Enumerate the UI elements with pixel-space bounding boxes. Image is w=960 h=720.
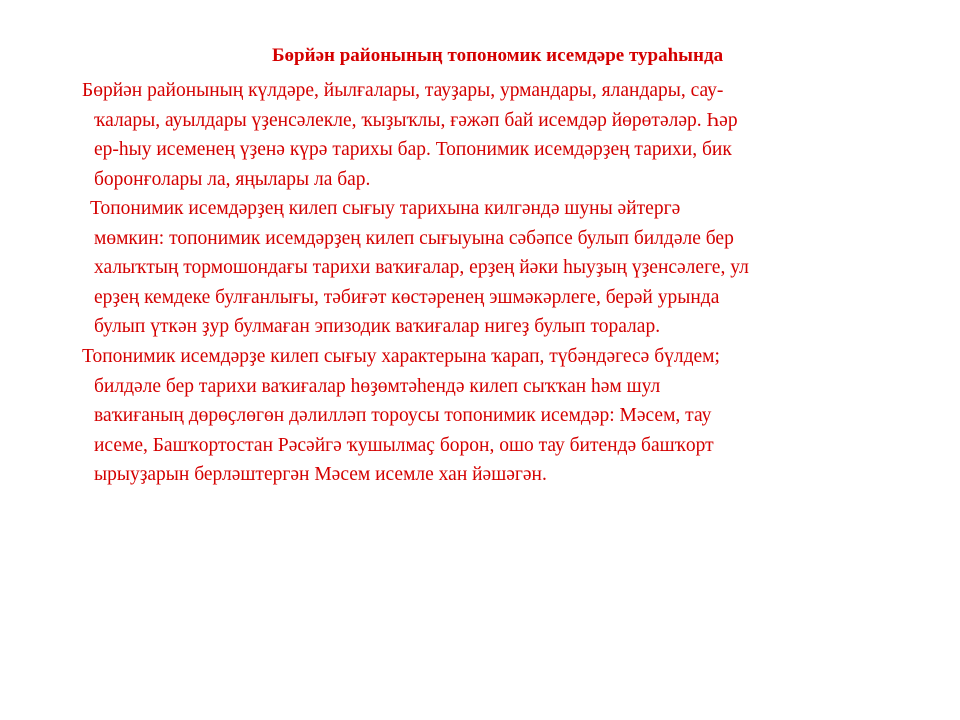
paragraph-line: боронғолары ла, яңылары ла бар.	[94, 168, 371, 190]
paragraph-2	[90, 194, 906, 342]
paragraph-line: ерҙең кемдеке булғанлығы, тәбиғәт көстәренең эшмәкәрлеге, берәй урында	[94, 286, 720, 308]
paragraph-3	[82, 342, 906, 490]
document-title: Бөрйән районының топономик исемдәре тураһында	[272, 45, 724, 66]
paragraph-1	[82, 76, 906, 194]
paragraph-line: ырыуҙарын берләштергән Мәсем исемле хан йәшәгән.	[94, 464, 547, 485]
paragraph-line: халыҡтың тормошондағы тарихи ваҡиғалар, ерҙең йәки һыуҙың үҙенсәлеге, ул	[94, 257, 749, 278]
paragraph-line: ер-һыу исеменең үҙенә күрә тарихы бар. Топонимик исемдәрҙең тарихи, бик	[94, 139, 732, 160]
paragraph-line: Топонимик исемдәрҙең килеп сығыу тарихына килгәндә шуны әйтергә	[90, 198, 681, 219]
paragraph-line: билдәле бер тарихи ваҡиғалар һөҙөмтәһендә килеп сыҡҡан һәм шул	[94, 375, 661, 397]
paragraph-line: мөмкин: топонимик исемдәрҙең килеп сығыуына сәбәпсе булып билдәле бер	[94, 227, 734, 249]
paragraph-line: ваҡиғаның дөрөҫлөгөн дәлилләп тороусы топонимик исемдәр: Мәсем, тау	[94, 405, 712, 426]
paragraph-line: булып үткән ҙур булмаған эпизодик ваҡиғалар нигеҙ булып торалар.	[94, 316, 661, 337]
paragraph-line: Топонимик исемдәрҙе килеп сығыу характерына ҡарап, түбәндәгесә бүлдем;	[82, 346, 720, 367]
paragraph-line: ҡалары, ауылдары үҙенсәлекле, ҡыҙыҡлы, ғәжәп бай исемдәр йөрөтәләр. Һәр	[94, 109, 738, 131]
paragraph-line: исеме, Башҡортостан Рәсәйгә ҡушылмаҫ борон, ошо тау битендә башҡорт	[94, 434, 714, 456]
paragraph-line: Бөрйән районының күлдәре, йылғалары, тауҙары, урмандары, яландары, сау-	[82, 80, 724, 101]
